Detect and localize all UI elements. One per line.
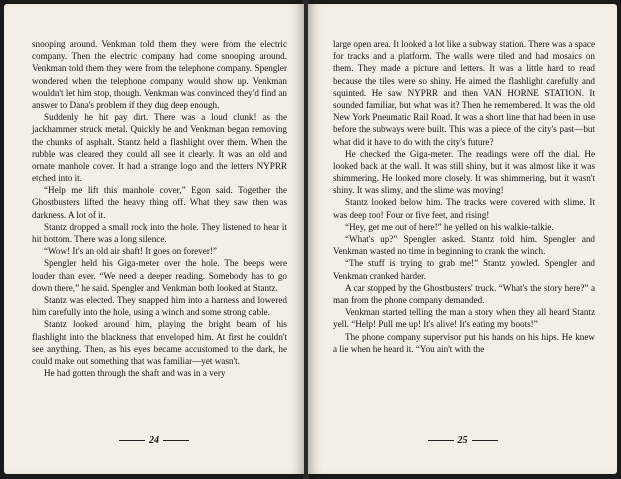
paragraph: The phone company supervisor put his hands on his hips. He knew a lie when he heard it. “You ain't with the: [333, 331, 595, 354]
paragraph: Stantz looked around him, playing the bright beam of his flashlight into the blackness that enveloped him. At first he couldn't see anything. Then, as his eyes became accustomed to the dark, he could make out something that was familiar—yet wasn't.: [32, 319, 287, 366]
paragraph: Suddenly he hit pay dirt. There was a loud clunk! as the jackhammer struck metal. Quickly he and Venkman began removing the chunks of asphalt. Stantz held a flashlight over them. When the rubble was cleared they could all see it clearly. It was an old and ornate manhole cover. It had a strange logo and the letters NYPRR etched into it.: [32, 112, 287, 184]
paragraph: “Help me lift this manhole cover,” Egon said. Together the Ghostbusters lifted the heavy thing off. What they saw then was darkness. A lot of it.: [32, 185, 287, 220]
paragraph: snooping around. Venkman told them they were from the electric company. Then the electric company had come snooping around. Venkman told them they were from the telephone company. Spengler wondered when the telephone company would show up. Venkman wouldn't let him stop, though. Venkman was convinced they'd find an answer to Dana's problem if they dug deep enough.: [32, 39, 287, 110]
left-page-text: [32, 38, 287, 379]
paragraph: Venkman started telling the man a story when they all heard Stantz yell. “Help! Pull me up! It's alive! It's eating my boots!”: [333, 307, 595, 330]
page-number: [308, 435, 617, 446]
paragraph: He checked the Giga-meter. The readings were off the dial. He looked back at the wall. It was still shiny, but it was almost like it was shimmering. He looked more closely. It was shimmering, but it wasn't shiny. It was slimy, and the slime was moving!: [333, 148, 595, 196]
page-number-value: 25: [457, 435, 468, 446]
page-number: [4, 435, 304, 446]
folio-rule: [472, 440, 498, 441]
paragraph: He had gotten through the shaft and was in a very: [44, 368, 226, 379]
paragraph: Stantz was elected. They snapped him into a harness and lowered him carefully into the hole, using a winch and some strong cable.: [32, 294, 287, 318]
paragraph: “Hey, get me out of here!” he yelled on his walkie-talkie.: [345, 221, 554, 232]
page-number-value: 24: [149, 435, 159, 446]
folio-rule: [428, 440, 454, 441]
paragraph: “Wow! It's an old air shaft! It goes on forever!”: [44, 246, 217, 257]
left-page: [4, 4, 304, 474]
paragraph: Stantz dropped a small rock into the hole. They listened to hear it hit bottom. There was a long silence.: [32, 221, 287, 244]
folio-rule: [119, 440, 145, 441]
paragraph: A car stopped by the Ghostbusters' truck. “What's the story here?” a man from the phone company demanded.: [333, 282, 595, 305]
paragraph: large open area. It looked a lot like a subway station. There was a space for tracks and a platform. The walls were tiled and had mosaics on them. They made a picture and letters. It was a little hard to read because the tiles were so shiny. He aimed the flashlight carefully and squinted. He saw NYPRR and then VAN HORNE STATION. It sounded familiar, but what was it? Then he remembered. It was the old New York Pneumatic Rail Road. It was a short line that had been in use before the subways were built. This was a piece of the city's past—but what did it have to do with the city's future?: [333, 39, 595, 147]
paragraph: Stantz looked below him. The tracks were covered with slime. It was deep too! Four or five feet, and rising!: [333, 197, 595, 220]
paragraph: Spengler held his Giga-meter over the hole. The beeps were louder than ever. “We need a deeper reading. Somebody has to go down there,” he said. Spengler and Venkman both looked at Stantz.: [32, 258, 287, 293]
paragraph: “What's up?” Spengler asked. Stantz told him. Spengler and Venkman wasted no time in beginning to crank the winch.: [333, 234, 595, 257]
paragraph: “The stuff is trying to grab me!” Stantz yowled. Spengler and Venkman cranked harder.: [333, 258, 595, 281]
right-page-text: [333, 38, 595, 355]
folio-rule: [163, 440, 189, 441]
right-page: [308, 4, 617, 474]
